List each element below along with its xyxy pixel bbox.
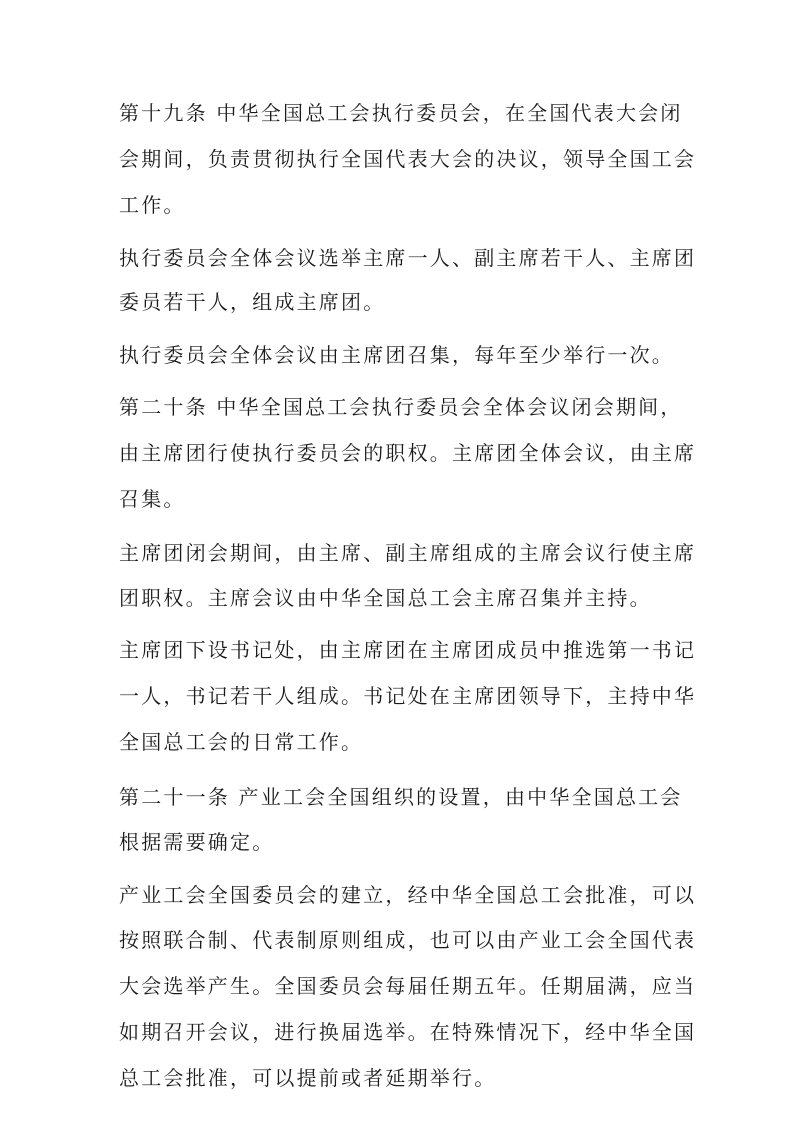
text-line: 第二十条 中华全国总工会执行委员会全体会议闭会期间， — [119, 395, 683, 419]
text-line: 总工会批准，可以提前或者延期举行。 — [119, 1066, 497, 1090]
text-line: 第十九条 中华全国总工会执行委员会，在全国代表大会闭 — [119, 101, 683, 125]
text-line: 团职权。主席会议由中华全国总工会主席召集并主持。 — [119, 586, 652, 610]
text-line: 执行委员会全体会议选举主席一人、副主席若干人、主席团 — [119, 246, 697, 270]
text-line: 一人，书记若干人组成。书记处在主席团领导下，主持中华 — [119, 684, 697, 708]
text-line: 执行委员会全体会议由主席团召集，每年至少举行一次。 — [119, 343, 674, 367]
text-line: 工作。 — [119, 193, 186, 217]
text-line: 召集。 — [119, 487, 186, 511]
text-line: 按照联合制、代表制原则组成，也可以由产业工会全国代表 — [119, 928, 697, 952]
text-line: 委员若干人，组成主席团。 — [119, 290, 386, 314]
text-line: 全国总工会的日常工作。 — [119, 730, 364, 754]
text-line: 主席团闭会期间，由主席、副主席组成的主席会议行使主席 — [119, 541, 697, 565]
text-line: 由主席团行使执行委员会的职权。主席团全体会议，由主席 — [119, 441, 697, 465]
text-line: 会期间，负责贯彻执行全国代表大会的决议，领导全国工会 — [119, 147, 697, 171]
text-line: 产业工会全国委员会的建立，经中华全国总工会批准，可以 — [119, 883, 697, 907]
text-line: 根据需要确定。 — [119, 830, 275, 854]
text-line: 主席团下设书记处，由主席团在主席团成员中推选第一书记 — [119, 638, 697, 662]
text-line: 第二十一条 产业工会全国组织的设置，由中华全国总工会 — [119, 785, 683, 809]
text-line: 如期召开会议，进行换届选举。在特殊情况下，经中华全国 — [119, 1020, 697, 1044]
text-line: 大会选举产生。全国委员会每届任期五年。任期届满，应当 — [119, 974, 697, 998]
